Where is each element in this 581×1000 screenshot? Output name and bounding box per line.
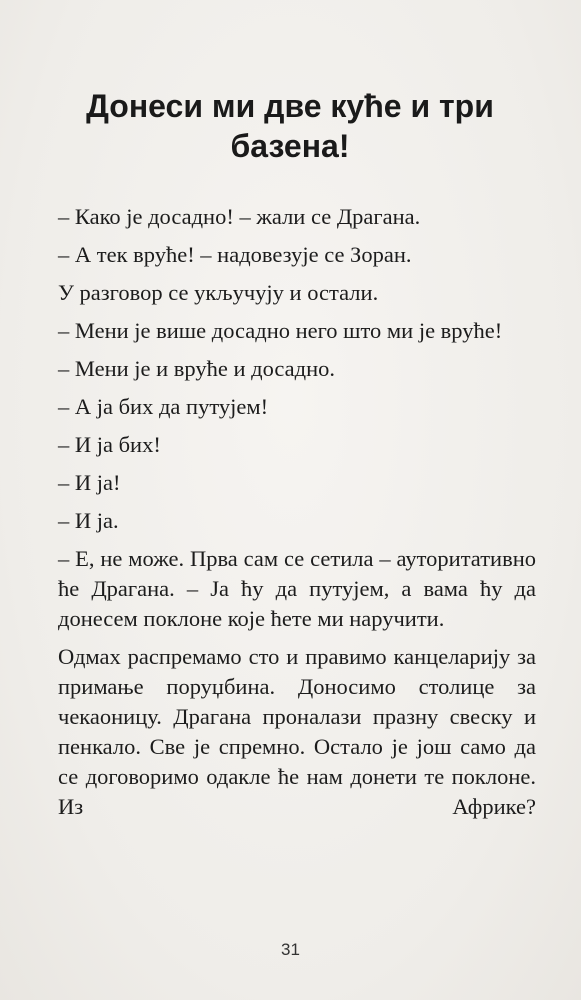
chapter-title: Донеси ми две куће и три базена!	[86, 88, 494, 164]
paragraph-10: – Е, не може. Прва сам се сетила – ауторитативно ће Драгана. – Ја ћу да путујем, а вама ћу да донесем поклоне које ћете ми наручити.	[58, 546, 536, 631]
paragraph-9: – И ја.	[58, 508, 119, 533]
page-number: 31	[281, 940, 300, 959]
paragraph-11: Одмах распремамо сто и правимо канцеларију за примање поруџбина. Доносимо столице за чекаоницу. Драгана проналази празну свеску и пенкало. Све је спремно. Остало је још само да се договоримо одакле ће нам донети те поклоне. Из Африке?	[58, 644, 536, 819]
paragraph-5: – Мени је и вруће и досадно.	[58, 356, 336, 381]
paragraph-6: – А ја бих да путујем!	[58, 394, 269, 419]
paragraph-2: – А тек вруће! – надовезује се Зоран.	[58, 242, 412, 267]
paragraph-3: У разговор се укључују и остали.	[58, 280, 379, 305]
paragraph-4: – Мени је више досадно него што ми је вруће!	[58, 318, 503, 343]
paragraph-1: – Како је досадно! – жали се Драгана.	[58, 204, 421, 229]
paragraph-8: – И ја!	[58, 470, 121, 495]
story-text	[58, 202, 536, 822]
paragraph-7: – И ја бих!	[58, 432, 161, 457]
